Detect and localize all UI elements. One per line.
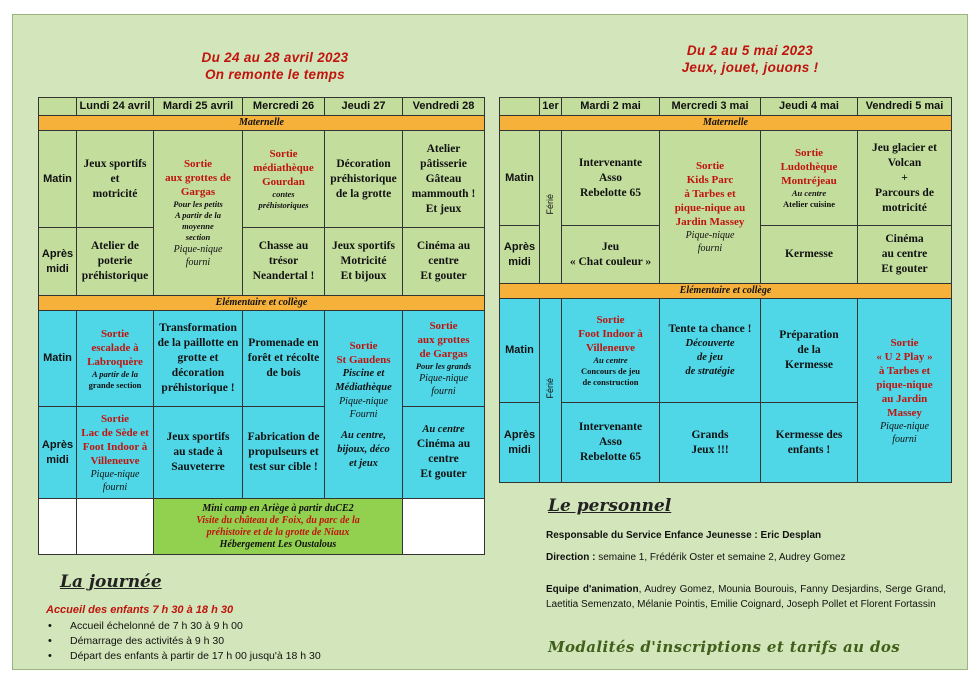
row-label-matin: Matin — [500, 299, 540, 403]
activity-cell: Sortie escalade à Labroquère A partir de la grande section — [77, 311, 154, 407]
day-header: Mercredi 26 — [243, 98, 325, 116]
week2-dates: Du 2 au 5 mai 2023 — [686, 43, 814, 58]
responsable-line: Responsable du Service Enfance Jeunesse : Eric Desplan — [546, 530, 822, 541]
row-label-apres-midi: Après midi — [500, 226, 540, 284]
activity-cell: Sortie « U 2 Play » à Tarbes et pique-nique au Jardin Massey Pique-nique fourni — [858, 299, 952, 483]
activity-cell: Cinéma au centre Et gouter — [403, 228, 485, 296]
activity-cell: Jeu « Chat couleur » — [562, 226, 660, 284]
activity-cell: Décoration préhistorique de la grotte — [325, 131, 403, 228]
ferie-cell: Férié — [540, 131, 562, 284]
journee-heading: La journée — [60, 572, 162, 592]
row-label-matin: Matin — [500, 131, 540, 226]
activity-cell: Sortie aux grottes de Gargas Pour les grands Pique-nique fourni — [403, 311, 485, 407]
empty-cell — [77, 499, 154, 555]
footer-note: Modalités d'inscriptions et tarifs au dos — [548, 638, 901, 656]
week1-mat-matin-row — [39, 131, 485, 228]
ferie-cell: Férié — [540, 299, 562, 483]
week1-minicamp-row — [39, 499, 485, 555]
empty-cell — [39, 499, 77, 555]
day-header: Mardi 2 mai — [562, 98, 660, 116]
day-header: 1er — [540, 98, 562, 116]
day-header: Mercredi 3 mai — [660, 98, 761, 116]
day-header: Mardi 25 avril — [154, 98, 243, 116]
minicamp-cell: Mini camp en Ariège à partir duCE2 Visite du château de Foix, du parc de la préhistoire et de la grotte de Niaux Hébergement Les Oustalous — [154, 499, 403, 555]
activity-cell: Jeux sportifs Motricité Et bijoux — [325, 228, 403, 296]
week1-mat-apres-row — [39, 228, 485, 296]
activity-cell: Transformation de la paillotte en grotte et décoration préhistorique ! — [154, 311, 243, 407]
day-header: Jeudi 27 — [325, 98, 403, 116]
activity-cell: Sortie Ludothèque Montréjeau Au centre Atelier cuisine — [761, 131, 858, 226]
row-label-matin: Matin — [39, 131, 77, 228]
activity-cell: Sortie St Gaudens Piscine et Médiathèque Pique-nique Fourni Au centre, bijoux, déco et jeux — [325, 311, 403, 499]
week2-mat-matin-row — [500, 131, 952, 226]
activity-cell: Fabrication de propulseurs et test sur cible ! — [243, 407, 325, 499]
accueil-hours: Accueil des enfants 7 h 30 à 18 h 30 — [46, 604, 234, 616]
maternelle-band: Maternelle — [500, 116, 952, 131]
week2-header-row — [500, 98, 952, 116]
activity-cell: Sortie médiathèque Gourdan contes préhistoriques — [243, 131, 325, 228]
row-label-apres-midi: Après midi — [39, 228, 77, 296]
row-label-apres-midi: Après midi — [500, 403, 540, 483]
personnel-heading: Le personnel — [548, 496, 672, 516]
header-empty — [500, 98, 540, 116]
activity-cell: Cinéma au centre Et gouter — [858, 226, 952, 284]
elementaire-band: Elémentaire et collège — [39, 296, 485, 311]
week1-title — [135, 49, 415, 83]
list-item: • Accueil échelonné de 7 h 30 à 9 h 00 — [48, 619, 321, 634]
maternelle-band: Maternelle — [39, 116, 485, 131]
activity-cell: Atelier de poterie préhistorique — [77, 228, 154, 296]
day-header: Jeudi 4 mai — [761, 98, 858, 116]
row-label-apres-midi: Après midi — [39, 407, 77, 499]
activity-cell: Chasse au trésor Neandertal ! — [243, 228, 325, 296]
activity-cell: Grands Jeux !!! — [660, 403, 761, 483]
week1-schedule-table — [38, 97, 485, 555]
activity-cell: Kermesse des enfants ! — [761, 403, 858, 483]
week1-elem-apres-row — [39, 407, 485, 499]
day-header: Vendredi 28 — [403, 98, 485, 116]
list-item: • Départ des enfants à partir de 17 h 00 jusqu'à 18 h 30 — [48, 649, 321, 664]
week2-elem-matin-row — [500, 299, 952, 403]
journee-list — [48, 619, 321, 664]
activity-cell: Kermesse — [761, 226, 858, 284]
week1-dates: Du 24 au 28 avril 2023 — [201, 50, 349, 65]
activity-cell: Préparation de la Kermesse — [761, 299, 858, 403]
activity-cell: Atelier pâtisserie Gâteau mammouth ! Et jeux — [403, 131, 485, 228]
week1-elem-matin-row — [39, 311, 485, 407]
activity-cell: Sortie Lac de Sède et Foot Indoor à Villeneuve Pique-nique fourni — [77, 407, 154, 499]
row-label-matin: Matin — [39, 311, 77, 407]
activity-cell: Sortie Kids Parc à Tarbes et pique-nique au Jardin Massey Pique-nique fourni — [660, 131, 761, 284]
week2-theme: Jeux, jouet, jouons ! — [681, 60, 819, 75]
week1-theme: On remonte le temps — [205, 67, 345, 82]
elementaire-band: Elémentaire et collège — [500, 284, 952, 299]
activity-cell: Promenade en forêt et récolte de bois — [243, 311, 325, 407]
day-header: Vendredi 5 mai — [858, 98, 952, 116]
activity-cell: Jeux sportifs au stade à Sauveterre — [154, 407, 243, 499]
day-header: Lundi 24 avril — [77, 98, 154, 116]
week2-schedule-table — [499, 97, 952, 483]
activity-cell: Sortie aux grottes de Gargas Pour les petits A partir de la moyenne section Pique-nique fourni — [154, 131, 243, 296]
activity-cell: Intervenante Asso Rebelotte 65 — [562, 131, 660, 226]
header-empty — [39, 98, 77, 116]
week2-title — [610, 42, 890, 76]
activity-cell: Intervenante Asso Rebelotte 65 — [562, 403, 660, 483]
list-item: • Démarrage des activités à 9 h 30 — [48, 634, 321, 649]
direction-line: Direction : semaine 1, Frédérik Oster et semaine 2, Audrey Gomez — [546, 552, 846, 563]
activity-cell: Jeu glacier et Volcan + Parcours de motricité — [858, 131, 952, 226]
activity-cell: Sortie Foot Indoor à Villeneuve Au centre Concours de jeu de construction — [562, 299, 660, 403]
activity-cell: Tente ta chance ! Découverte de jeu de stratégie — [660, 299, 761, 403]
activity-cell: Jeux sportifs et motricité — [77, 131, 154, 228]
empty-cell — [403, 499, 485, 555]
activity-cell: Au centre Cinéma au centre Et gouter — [403, 407, 485, 499]
week1-header-row — [39, 98, 485, 116]
equipe-paragraph: Equipe d'animation, Audrey Gomez, Mounia Bourouis, Fanny Desjardins, Serge Grand, Laetitia Semenzato, Mélanie Pointis, Emilie Coignard, Joseph Pollet et Florent Fortassin — [546, 584, 946, 610]
